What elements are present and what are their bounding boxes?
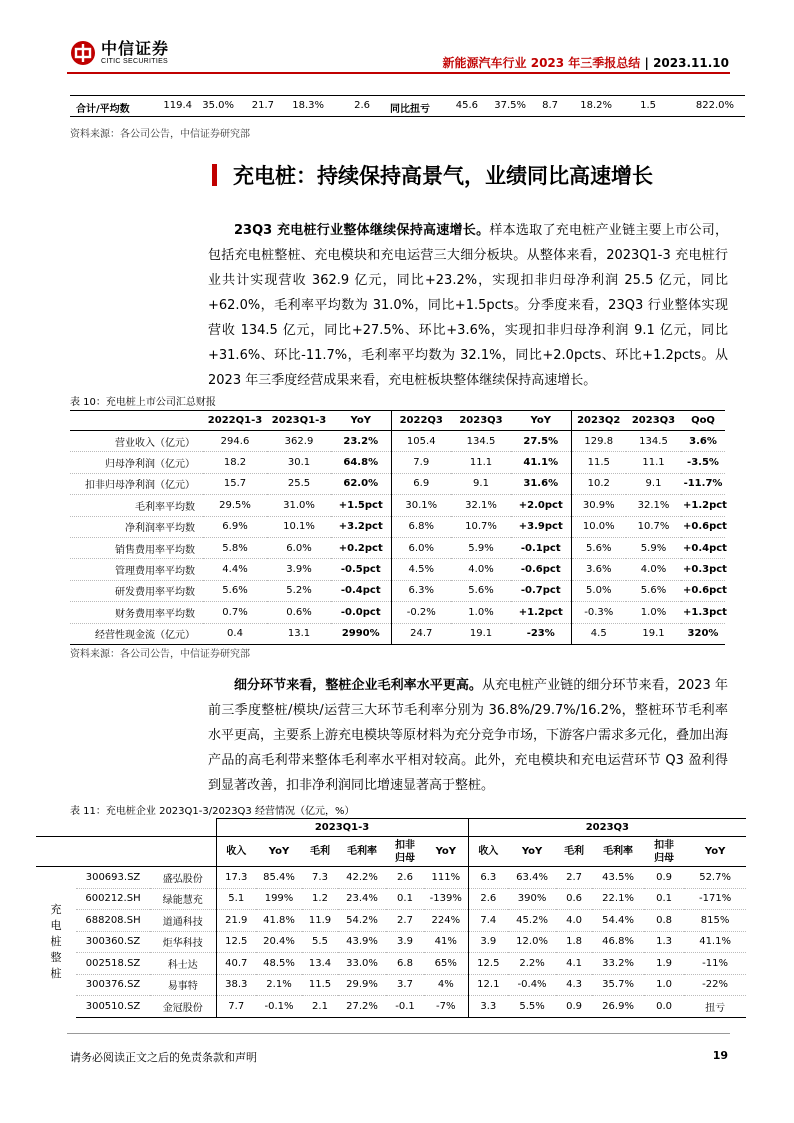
summary-cell: 35.0% bbox=[202, 100, 234, 111]
table-cell: 12.1 bbox=[468, 974, 508, 996]
summary-cell: 8.7 bbox=[542, 100, 558, 111]
paragraph-2-body: 从充电桩产业链的细分环节来看，2023 年前三季度整桩/模块/运营三大环节毛利率分别为 36.8%/29.7%/16.2%，整桩环节毛利率水平更高，主要系上游充电模块等原材料为充分竞争市场，下游客户需求多元化，叠加出海产品的高毛利带来整体毛利率水平相对较高。此外，充电模块和充电运营环节 Q3 盈利得到显著改善，扣非净利润同比增速显著高于整桩。 bbox=[208, 678, 729, 793]
table-cell: 12.5 bbox=[216, 931, 256, 953]
table-cell: 1.9 bbox=[644, 953, 684, 975]
table-cell: -0.1pct bbox=[511, 537, 571, 558]
summary-label-right: 同比扭亏 bbox=[390, 104, 430, 115]
column-header: YoY bbox=[511, 411, 571, 431]
table-cell: 2.1 bbox=[302, 996, 338, 1018]
table-cell: 6.0% bbox=[267, 537, 331, 558]
column-header: 2023Q1-3 bbox=[267, 411, 331, 431]
section-marker bbox=[212, 164, 217, 186]
table-cell: 18.2 bbox=[203, 452, 267, 473]
table-cell: 43.5% bbox=[592, 867, 644, 889]
table-cell: 10.7% bbox=[626, 516, 681, 537]
table-cell: 0.9 bbox=[644, 867, 684, 889]
company-name: 盛弘股份 bbox=[150, 867, 216, 889]
company-logo bbox=[70, 40, 169, 66]
table-cell: 105.4 bbox=[391, 431, 451, 452]
table-cell: 9.1 bbox=[451, 473, 511, 494]
table-cell: 5.6% bbox=[571, 537, 626, 558]
company-name: 炬华科技 bbox=[150, 931, 216, 953]
table-cell: 7.9 bbox=[391, 452, 451, 473]
row-label: 销售费用率平均数 bbox=[70, 537, 203, 558]
table-11-caption: 表 11：充电桩企业 2023Q1-3/2023Q3 经营情况（亿元，%） bbox=[70, 806, 355, 817]
table-cell: 15.7 bbox=[203, 473, 267, 494]
column-header: 2023Q3 bbox=[626, 411, 681, 431]
table-cell: -139% bbox=[424, 888, 468, 910]
table-cell: 11.5 bbox=[571, 452, 626, 473]
table-cell: 5.6% bbox=[626, 580, 681, 601]
table-cell: 5.5% bbox=[508, 996, 556, 1018]
table-cell: 12.0% bbox=[508, 931, 556, 953]
summary-label-left: 合计/平均数 bbox=[76, 104, 130, 115]
summary-cell: 37.5% bbox=[494, 100, 526, 111]
paragraph-1-lead: 23Q3 充电桩行业整体继续保持高速增长。 bbox=[234, 223, 490, 238]
table-cell: 4.5 bbox=[571, 623, 626, 644]
row-label: 研发费用率平均数 bbox=[70, 580, 203, 601]
table-cell: -11.7% bbox=[681, 473, 725, 494]
table-cell: -171% bbox=[684, 888, 746, 910]
table-cell: 33.0% bbox=[338, 953, 386, 975]
table-cell: 17.3 bbox=[216, 867, 256, 889]
column-header: 毛利 bbox=[302, 837, 338, 867]
table-cell: 41% bbox=[424, 931, 468, 953]
table-cell: 0.1 bbox=[644, 888, 684, 910]
table-cell: 0.6% bbox=[267, 602, 331, 623]
group-header-q3: 2023Q3 bbox=[468, 819, 746, 837]
column-header: 2022Q1-3 bbox=[203, 411, 267, 431]
company-name: 科士达 bbox=[150, 953, 216, 975]
table-cell: 1.2 bbox=[302, 888, 338, 910]
table-cell: 6.8 bbox=[386, 953, 424, 975]
table-cell: 1.3 bbox=[644, 931, 684, 953]
table-cell: 3.6% bbox=[571, 559, 626, 580]
report-title: 新能源汽车行业 2023 年三季报总结 bbox=[442, 56, 641, 70]
table-11 bbox=[36, 818, 746, 1018]
table-row bbox=[36, 867, 746, 889]
column-header: QoQ bbox=[681, 411, 725, 431]
table-cell: 63.4% bbox=[508, 867, 556, 889]
table-cell: 42.2% bbox=[338, 867, 386, 889]
table-cell: 0.6 bbox=[556, 888, 592, 910]
table-cell: 390% bbox=[508, 888, 556, 910]
table-cell: 13.1 bbox=[267, 623, 331, 644]
table-10 bbox=[70, 410, 725, 645]
column-header: YoY bbox=[424, 837, 468, 867]
stock-code: 300510.SZ bbox=[76, 996, 150, 1018]
table-cell: 11.1 bbox=[451, 452, 511, 473]
column-header: 扣非 归母 bbox=[644, 837, 684, 867]
table-cell: 2990% bbox=[331, 623, 391, 644]
column-header: YoY bbox=[331, 411, 391, 431]
table-cell: 26.9% bbox=[592, 996, 644, 1018]
summary-cell: 2.6 bbox=[354, 100, 370, 111]
column-header: YoY bbox=[256, 837, 302, 867]
column-header: 2023Q2 bbox=[571, 411, 626, 431]
table-cell: 4.3 bbox=[556, 974, 592, 996]
table-cell: 0.9 bbox=[556, 996, 592, 1018]
stock-code: 688208.SH bbox=[76, 910, 150, 932]
paragraph-2 bbox=[208, 673, 728, 798]
table-cell: +1.5pct bbox=[331, 495, 391, 516]
table-cell: 30.1% bbox=[391, 495, 451, 516]
source-note: 资料来源：各公司公告，中信证券研究部 bbox=[70, 129, 250, 140]
table-cell: -0.4% bbox=[508, 974, 556, 996]
table-cell: 0.1 bbox=[386, 888, 424, 910]
table-cell: 27.5% bbox=[511, 431, 571, 452]
row-label: 扣非归母净利润（亿元） bbox=[70, 473, 203, 494]
table-cell: +0.6pct bbox=[681, 516, 725, 537]
column-header: 收入 bbox=[216, 837, 256, 867]
report-header bbox=[443, 54, 729, 71]
table-cell: +1.2pct bbox=[681, 495, 725, 516]
stock-code: 300376.SZ bbox=[76, 974, 150, 996]
table-cell: -23% bbox=[511, 623, 571, 644]
table-cell: +0.2pct bbox=[331, 537, 391, 558]
table-cell: 3.3 bbox=[468, 996, 508, 1018]
column-header: 毛利率 bbox=[592, 837, 644, 867]
table-cell: 134.5 bbox=[451, 431, 511, 452]
table-cell: 7.4 bbox=[468, 910, 508, 932]
table-cell: 199% bbox=[256, 888, 302, 910]
table-row bbox=[36, 996, 746, 1018]
footer-divider bbox=[67, 1033, 730, 1034]
table-cell: 27.2% bbox=[338, 996, 386, 1018]
table-row bbox=[70, 559, 725, 580]
table-cell: 32.1% bbox=[451, 495, 511, 516]
table-row bbox=[36, 910, 746, 932]
table-cell: 0.8 bbox=[644, 910, 684, 932]
table-row bbox=[70, 452, 725, 473]
table-row bbox=[70, 495, 725, 516]
table-cell: 43.9% bbox=[338, 931, 386, 953]
table-cell: 5.6% bbox=[451, 580, 511, 601]
table-cell: -0.1% bbox=[256, 996, 302, 1018]
table-cell: +0.6pct bbox=[681, 580, 725, 601]
table-row bbox=[36, 974, 746, 996]
table-row bbox=[36, 953, 746, 975]
column-header: 毛利 bbox=[556, 837, 592, 867]
table-cell: 4.5% bbox=[391, 559, 451, 580]
stock-code: 300360.SZ bbox=[76, 931, 150, 953]
table-cell: -3.5% bbox=[681, 452, 725, 473]
table-cell: 2.7 bbox=[556, 867, 592, 889]
row-label: 毛利率平均数 bbox=[70, 495, 203, 516]
table-row bbox=[70, 516, 725, 537]
table-cell: 62.0% bbox=[331, 473, 391, 494]
table-cell: 10.7% bbox=[451, 516, 511, 537]
header-separator: | bbox=[644, 56, 649, 70]
category-label: 充 电 桩 整 桩 bbox=[50, 903, 62, 980]
table-cell: +3.2pct bbox=[331, 516, 391, 537]
table-cell: 134.5 bbox=[626, 431, 681, 452]
row-label: 经营性现金流（亿元） bbox=[70, 623, 203, 644]
summary-cell: 18.2% bbox=[580, 100, 612, 111]
table-cell: 41.1% bbox=[684, 931, 746, 953]
table-row bbox=[70, 580, 725, 601]
table-cell: 4.4% bbox=[203, 559, 267, 580]
table-cell: 52.7% bbox=[684, 867, 746, 889]
citic-logo-icon bbox=[70, 40, 96, 66]
table-row bbox=[70, 473, 725, 494]
company-name: 道通科技 bbox=[150, 910, 216, 932]
table-cell: 31.6% bbox=[511, 473, 571, 494]
column-header: YoY bbox=[508, 837, 556, 867]
table-cell: 4.0% bbox=[451, 559, 511, 580]
summary-cell: 119.4 bbox=[163, 100, 192, 111]
table-cell: 3.9% bbox=[267, 559, 331, 580]
table-cell: 0.0 bbox=[644, 996, 684, 1018]
table-cell: 10.1% bbox=[267, 516, 331, 537]
table-cell: 10.0% bbox=[571, 516, 626, 537]
table-cell: 3.7 bbox=[386, 974, 424, 996]
table-cell: 1.0% bbox=[626, 602, 681, 623]
report-date: 2023.11.10 bbox=[653, 56, 729, 70]
table-cell: 23.2% bbox=[331, 431, 391, 452]
table-cell: -0.5pct bbox=[331, 559, 391, 580]
table-cell: 7.7 bbox=[216, 996, 256, 1018]
column-header: 扣非 归母 bbox=[386, 837, 424, 867]
paragraph-2-lead: 细分环节来看，整桩企业毛利率水平更高。 bbox=[234, 678, 482, 693]
previous-table-summary-row bbox=[70, 95, 745, 117]
table-row bbox=[36, 888, 746, 910]
table-cell: 5.9% bbox=[451, 537, 511, 558]
column-header bbox=[70, 411, 203, 431]
table-cell: 4.0 bbox=[556, 910, 592, 932]
table-cell: -11% bbox=[684, 953, 746, 975]
table-cell: 5.6% bbox=[203, 580, 267, 601]
table-cell: 45.2% bbox=[508, 910, 556, 932]
row-label: 管理费用率平均数 bbox=[70, 559, 203, 580]
table-cell: 2.7 bbox=[386, 910, 424, 932]
summary-cell: 18.3% bbox=[292, 100, 324, 111]
stock-code: 002518.SZ bbox=[76, 953, 150, 975]
table-cell: 0.4 bbox=[203, 623, 267, 644]
table-cell: 46.8% bbox=[592, 931, 644, 953]
section-title: 充电桩：持续保持高景气，业绩同比高速增长 bbox=[233, 164, 653, 188]
company-name-cn: 中信证券 bbox=[101, 39, 170, 58]
table-cell: 41.8% bbox=[256, 910, 302, 932]
table-cell: 6.0% bbox=[391, 537, 451, 558]
table-cell: 25.5 bbox=[267, 473, 331, 494]
table-cell: 5.1 bbox=[216, 888, 256, 910]
table-11-group-header bbox=[36, 819, 746, 837]
table-cell: 3.6% bbox=[681, 431, 725, 452]
column-header: 收入 bbox=[468, 837, 508, 867]
table-cell: -0.4pct bbox=[331, 580, 391, 601]
table-cell: 33.2% bbox=[592, 953, 644, 975]
table-cell: 21.9 bbox=[216, 910, 256, 932]
table-cell: +1.2pct bbox=[511, 602, 571, 623]
table-cell: 32.1% bbox=[626, 495, 681, 516]
table-row bbox=[70, 431, 725, 452]
table-row bbox=[36, 931, 746, 953]
group-header-q1-3: 2023Q1-3 bbox=[216, 819, 468, 837]
table-cell: 3.9 bbox=[386, 931, 424, 953]
table-cell: 扭亏 bbox=[684, 996, 746, 1018]
table-cell: 30.1 bbox=[267, 452, 331, 473]
table-cell: 12.5 bbox=[468, 953, 508, 975]
table-11-subheader bbox=[36, 837, 746, 867]
table-cell: 65% bbox=[424, 953, 468, 975]
summary-cell: 1.5 bbox=[640, 100, 656, 111]
table-cell: +0.3pct bbox=[681, 559, 725, 580]
table-cell: 6.9% bbox=[203, 516, 267, 537]
company-name: 绿能慧充 bbox=[150, 888, 216, 910]
table-cell: +0.4pct bbox=[681, 537, 725, 558]
paragraph-1 bbox=[208, 218, 728, 393]
table-cell: 2.2% bbox=[508, 953, 556, 975]
table-cell: 22.1% bbox=[592, 888, 644, 910]
stock-code: 300693.SZ bbox=[76, 867, 150, 889]
table-11-body bbox=[36, 867, 746, 1018]
table-cell: -0.6pct bbox=[511, 559, 571, 580]
company-name: 易事特 bbox=[150, 974, 216, 996]
disclaimer-text: 请务必阅读正文之后的免责条款和声明 bbox=[70, 1051, 257, 1064]
table-cell: 111% bbox=[424, 867, 468, 889]
table-cell: 11.1 bbox=[626, 452, 681, 473]
table-cell: 1.0% bbox=[451, 602, 511, 623]
table-cell: 5.8% bbox=[203, 537, 267, 558]
table-cell: 7.3 bbox=[302, 867, 338, 889]
company-name-en: CITIC SECURITIES bbox=[101, 58, 169, 65]
table-cell: +2.0pct bbox=[511, 495, 571, 516]
table-cell: 5.0% bbox=[571, 580, 626, 601]
row-label: 营业收入（亿元） bbox=[70, 431, 203, 452]
table-cell: -0.3% bbox=[571, 602, 626, 623]
table-cell: 6.3 bbox=[468, 867, 508, 889]
table-cell: -22% bbox=[684, 974, 746, 996]
table-cell: 38.3 bbox=[216, 974, 256, 996]
table-10-caption: 表 10：充电桩上市公司汇总财报 bbox=[70, 397, 216, 408]
table-10-body bbox=[70, 431, 725, 645]
table-cell: 1.8 bbox=[556, 931, 592, 953]
table-cell: 0.7% bbox=[203, 602, 267, 623]
table-cell: 40.7 bbox=[216, 953, 256, 975]
table-cell: 4% bbox=[424, 974, 468, 996]
table-cell: 294.6 bbox=[203, 431, 267, 452]
table-cell: 2.6 bbox=[386, 867, 424, 889]
table-row bbox=[70, 602, 725, 623]
table-cell: 54.2% bbox=[338, 910, 386, 932]
table-cell: 20.4% bbox=[256, 931, 302, 953]
table-cell: 815% bbox=[684, 910, 746, 932]
table-cell: 6.8% bbox=[391, 516, 451, 537]
table-cell: 9.1 bbox=[626, 473, 681, 494]
table-cell: 4.1 bbox=[556, 953, 592, 975]
table-cell: 54.4% bbox=[592, 910, 644, 932]
table-cell: 4.0% bbox=[626, 559, 681, 580]
summary-cell: 21.7 bbox=[251, 100, 274, 111]
row-label: 财务费用率平均数 bbox=[70, 602, 203, 623]
column-header: 2023Q3 bbox=[451, 411, 511, 431]
table-cell: 30.9% bbox=[571, 495, 626, 516]
table-cell: -0.7pct bbox=[511, 580, 571, 601]
table-cell: 6.3% bbox=[391, 580, 451, 601]
table-cell: 85.4% bbox=[256, 867, 302, 889]
table-cell: +1.3pct bbox=[681, 602, 725, 623]
stock-code: 600212.SH bbox=[76, 888, 150, 910]
table-cell: -0.1 bbox=[386, 996, 424, 1018]
table-cell: +3.9pct bbox=[511, 516, 571, 537]
column-header: 毛利率 bbox=[338, 837, 386, 867]
table-cell: 5.2% bbox=[267, 580, 331, 601]
table-cell: -7% bbox=[424, 996, 468, 1018]
summary-cell: 822.0% bbox=[695, 100, 734, 111]
table-cell: 19.1 bbox=[451, 623, 511, 644]
table-cell: 2.1% bbox=[256, 974, 302, 996]
table-cell: 362.9 bbox=[267, 431, 331, 452]
table-cell: 11.9 bbox=[302, 910, 338, 932]
paragraph-1-body: 样本选取了充电桩产业链主要上市公司，包括充电桩整桩、充电模块和充电运营三大细分板块。从整体来看，2023Q1-3 充电桩行业共计实现营收 362.9 亿元，同比+23.2%，实现扣非归母净利润 25.5 亿元，同比+62.0%，毛利率平均数为 31.0%，同比+1.5pcts。分季度来看，23Q3 行业整体实现营收 134.5 亿元，同比+27.5%、环比+3.6%，实现扣非归母净利润 9.1 亿元，同比+31.6%、环比-11.7%，毛利率平均数为 32.1%，同比+2.0pcts、环比+1.2pcts。从 2023 年三季度经营成果来看，充电桩板块整体继续保持高速增长。 bbox=[208, 223, 728, 388]
source-note-table-10: 资料来源：各公司公告，中信证券研究部 bbox=[70, 649, 250, 660]
table-cell: 29.9% bbox=[338, 974, 386, 996]
header-divider bbox=[67, 72, 730, 74]
table-cell: 1.0 bbox=[644, 974, 684, 996]
table-cell: 64.8% bbox=[331, 452, 391, 473]
company-name: 金冠股份 bbox=[150, 996, 216, 1018]
table-cell: 320% bbox=[681, 623, 725, 644]
table-cell: 5.9% bbox=[626, 537, 681, 558]
table-cell: 224% bbox=[424, 910, 468, 932]
column-header: 2022Q3 bbox=[391, 411, 451, 431]
table-cell: 35.7% bbox=[592, 974, 644, 996]
table-cell: 24.7 bbox=[391, 623, 451, 644]
table-cell: 31.0% bbox=[267, 495, 331, 516]
table-row bbox=[70, 537, 725, 558]
table-cell: -0.0pct bbox=[331, 602, 391, 623]
table-cell: 5.5 bbox=[302, 931, 338, 953]
table-row bbox=[70, 623, 725, 644]
table-header-row bbox=[70, 411, 725, 431]
table-cell: 10.2 bbox=[571, 473, 626, 494]
row-label: 净利润率平均数 bbox=[70, 516, 203, 537]
table-cell: 29.5% bbox=[203, 495, 267, 516]
summary-cell: 45.6 bbox=[455, 100, 478, 111]
row-label: 归母净利润（亿元） bbox=[70, 452, 203, 473]
table-cell: 6.9 bbox=[391, 473, 451, 494]
table-cell: 2.6 bbox=[468, 888, 508, 910]
table-cell: 23.4% bbox=[338, 888, 386, 910]
column-header: YoY bbox=[684, 837, 746, 867]
table-cell: 48.5% bbox=[256, 953, 302, 975]
table-cell: 3.9 bbox=[468, 931, 508, 953]
table-cell: 19.1 bbox=[626, 623, 681, 644]
table-cell: 129.8 bbox=[571, 431, 626, 452]
table-cell: 41.1% bbox=[511, 452, 571, 473]
table-cell: -0.2% bbox=[391, 602, 451, 623]
page-number: 19 bbox=[712, 1049, 728, 1062]
table-cell: 11.5 bbox=[302, 974, 338, 996]
table-cell: 13.4 bbox=[302, 953, 338, 975]
